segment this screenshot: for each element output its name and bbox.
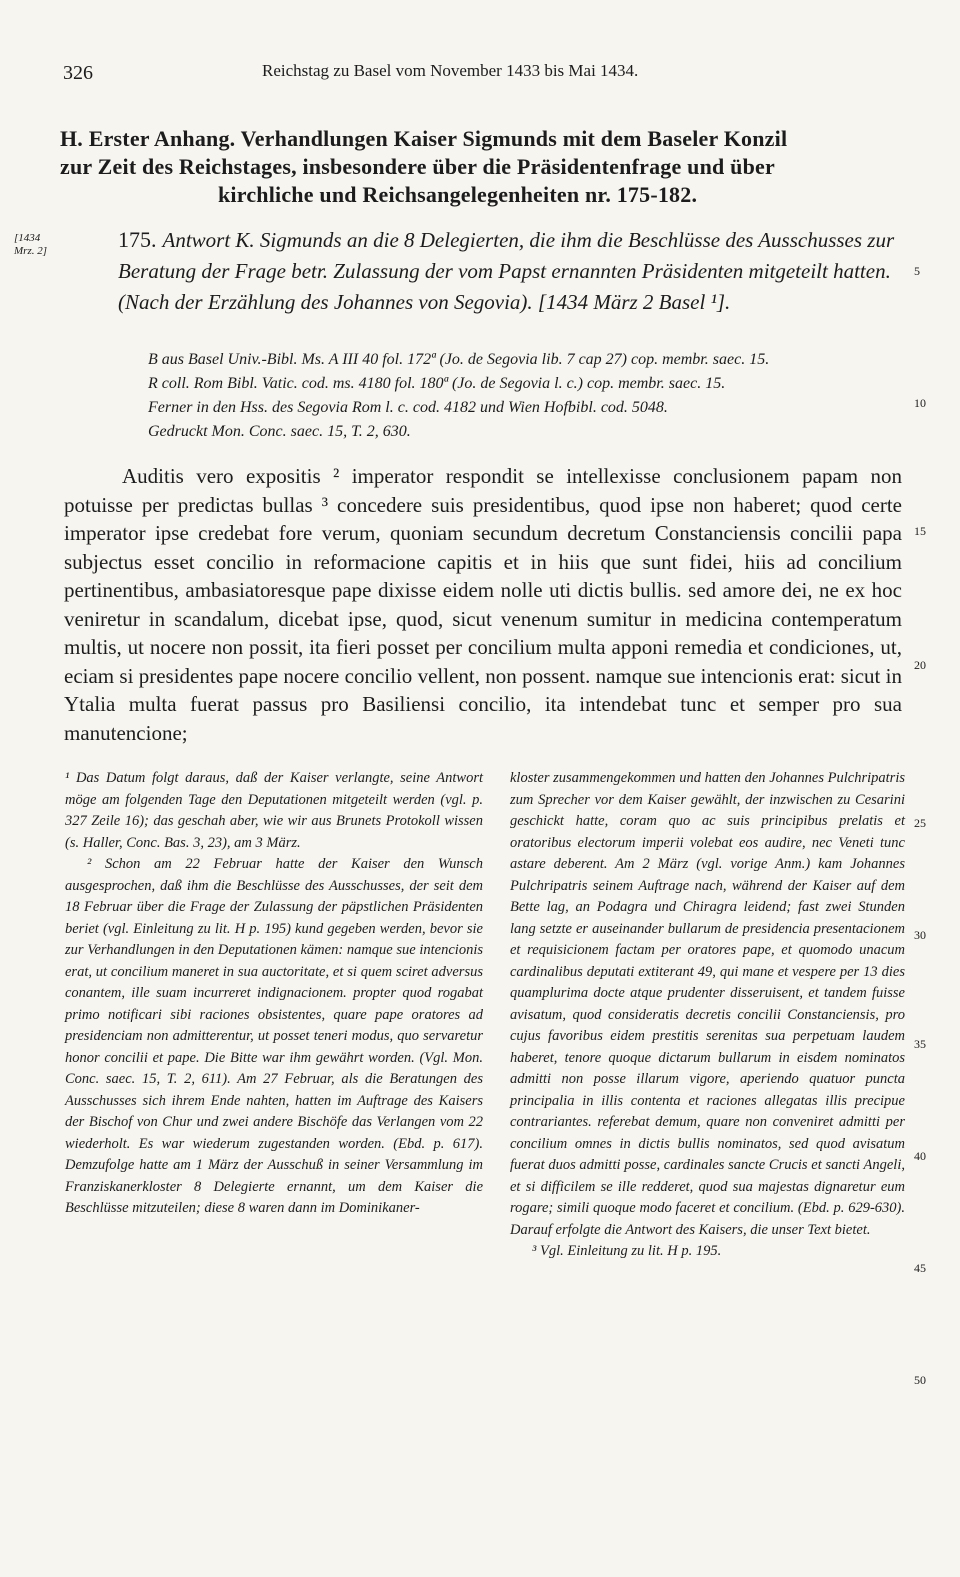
footnote-2: ² Schon am 22 Februar hatte der Kaiser den Wunsch ausgesprochen, daß ihm die Beschlüsse des Ausschusses, der seit dem 18 Februar über die Frage der Zulassung der päpstlichen Präsidenten beriet (vgl. Einleitung zu lit. H p. 195) kund gegeben werden, bevor sie zur Verhandlungen in den Deputationen kämen: namque sue intencionis erat, ut concilium maneret in sua auctoritate, et si quem sciret adversus conantem, ille suam incurreret indignacionem. propter quod rogabat primo notificari sibi raciones obsistentes, quare pape oratores ad presidenciam non admitterentur, ut posset teneri modus, quo servaretur honor concilii et pape. Die Bitte war ihm gewährt worden. (Vgl. Mon. Conc. saec. 15, T. 2, 611). Am 27 Februar, als die Beratungen des Ausschusses sich ihrem Ende nahten, hatten im Auftrage des Kaisers der Bischof von Chur und zwei andere Bischöfe das Verlangen vom 22 wiederholt. Es war wiederum zugestanden worden. (Ebd. p. 617). Demzufolge hatte am 1 März der Ausschuß in seiner Versammlung im Franziskanerkloster 8 Delegierte ernannt, um dem Kaiser die Beschlüsse mitzuteilen; diese 8 waren dann im Dominikaner-: [65, 856, 483, 1216]
line-number: 50: [914, 1373, 926, 1387]
page-number: 326: [63, 62, 93, 84]
footnote-1: ¹ Das Datum folgt daraus, daß der Kaiser verlangte, seine Antwort möge am folgenden Tage den Deputationen mitgeteilt werden (vgl. p. 327 Zeile 16); das geschah aber, wie wir aus Brunets Protokoll wissen (s. Haller, Conc. Bas. 3, 23), am 3 März.: [65, 770, 483, 851]
source-apparatus: [148, 348, 908, 444]
section-heading-line-1: H. Erster Anhang. Verhandlungen Kaiser Sigmunds mit dem Baseler Konzil: [60, 126, 788, 151]
footnote-2-continued: kloster zusammengekommen und hatten den Johannes Pulchripatris zum Sprecher vor dem Kaiser gewählt, der inzwischen zu Cesarini geschickt hatte, coram quo ac suis principibus prelatis et oratoribus electorum imperii volebat eos audire, nec Veneti tunc astare deberent. Am 2 März (vgl. vorige Anm.) kam Johannes Pulchripatris seinem Auftrage nach, während der Kaiser auf dem Bette lag, an Podagra und Chiragra leidend; fast zwei Stunden lang setzte er auseinander bullarum de presidencia presentacionem et requisicionem factam per oratores pape, et quomodo unacum cardinalibus deputati extiterant 49, qui mane et vespere per 13 dies quamplurima docte atque prudenter disseruisent, et tandem fuisse avisatum, quod consideratis decretis concilii Constanciensis, pro cujus favoribus eidem prestitis serenitas sua perpetuam laudem haberet, tenore quoque dictarum bullarum in eisdem nominatos admitti non posse illarum vigore, aperiendo quatuor puncta principalia in illis contenta et raciones allegatas illis precipue contrariantes. referebat demum, quare non conveniret admitti per concilium omnes in dictis bullis nominatos, sed quod avisatum fuerat duos admitti posse, cardinales sancte Crucis et sancti Angeli, et si difficilem se ille redderet, quod sua majestas dignaretur eum rogare; simili quoque modo faceret et concilium. (Ebd. p. 629-630). Darauf erfolgte die Antwort des Kaisers, die unser Text bietet.: [510, 770, 905, 1238]
source-line: B aus Basel Univ.-Bibl. Ms. A III 40 fol. 172ª (Jo. de Segovia lib. 7 cap 27) cop. membr. saec. 15.: [148, 351, 770, 368]
entry-number: 175.: [118, 227, 157, 252]
source-line: Ferner in den Hss. des Segovia Rom l. c. cod. 4182 und Wien Hofbibl. cod. 5048.: [148, 399, 668, 416]
entry-title: Antwort K. Sigmunds an die 8 Delegierten, die ihm die Beschlüsse des Ausschusses zur Beratung der Frage betr. Zulassung der vom Papst ernannten Präsidenten mitgeteilt hatten. (Nach der Erzählung des Johannes von Segovia). [1434 März 2 Basel ¹].: [118, 228, 895, 314]
footnotes-left-column: [65, 768, 483, 1220]
main-text: [64, 462, 902, 747]
line-number: 40: [914, 1149, 926, 1163]
line-number: 10: [914, 396, 926, 410]
line-number: 25: [914, 816, 926, 830]
line-number: 45: [914, 1261, 926, 1275]
margin-date: [14, 232, 47, 258]
section-heading-line-3: kirchliche und Reichsangelegenheiten nr. 175-182.: [218, 182, 698, 207]
entry-heading: [118, 224, 908, 318]
line-number: 15: [914, 524, 926, 538]
margin-date-year: [1434: [14, 232, 41, 244]
section-heading: [60, 125, 910, 209]
footnote-3: ³ Vgl. Einleitung zu lit. H p. 195.: [532, 1243, 722, 1259]
margin-date-day: Mrz. 2]: [14, 245, 48, 257]
line-number: 30: [914, 928, 926, 942]
source-line: R coll. Rom Bibl. Vatic. cod. ms. 4180 fol. 180ª (Jo. de Segovia l. c.) cop. membr. saec. 15.: [148, 375, 726, 392]
section-heading-line-2: zur Zeit des Reichstages, insbesondere über die Präsidentenfrage und über: [60, 154, 775, 179]
line-number: 20: [914, 658, 926, 672]
main-paragraph: Auditis vero expositis ² imperator respondit se intellexisse conclusionem papam non potuisse per predictas bullas ³ concedere suis presidentibus, quod ipse non haberet; quod certe imperator ipse credebat fore verum, quoniam secundum decretum Constanciensis concilii papa subjectus esset concilio in reformacione capitis et in hiis que sunt fidei, hiis ad concilium pertinentibus, ambasiatoresque pape dixisse eidem nolle uti dictis bullis. sed amore dei, ne ex hoc veniretur in scandalum, dicebat ipse, quod, sicut venenum sumitur in medicina contemperatum multis, ut nocere non possit, ita fieri posset per concilium multa apponi remedia et condiciones, ut, eciam si presidentes pape nocere concilio vellent, non possent. namque sue intencionis erat: sicut in Ytalia multa fuerat passus pro Basiliensi concilio, ita intendebat tunc et semper pro sua manutencione;: [64, 464, 902, 745]
line-number: 35: [914, 1037, 926, 1051]
source-line: Gedruckt Mon. Conc. saec. 15, T. 2, 630.: [148, 423, 411, 440]
footnotes-right-column: [510, 768, 905, 1263]
line-number: 5: [914, 264, 920, 278]
running-title: Reichstag zu Basel vom November 1433 bis Mai 1434.: [262, 61, 639, 80]
